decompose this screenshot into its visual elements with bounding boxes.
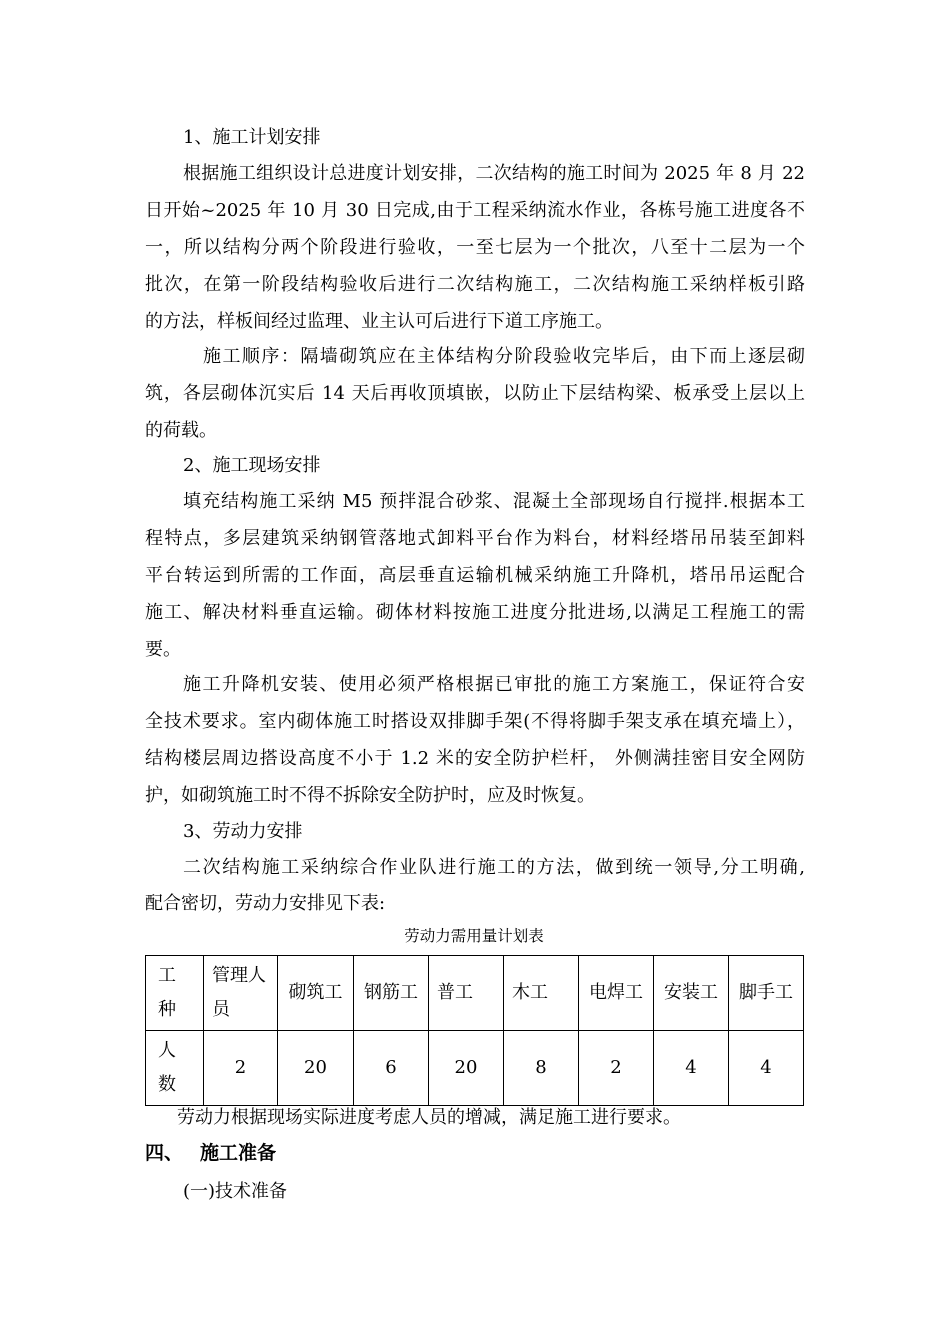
- table-cell: 2: [579, 1031, 654, 1106]
- paragraph-line: 施工升降机安装、使用必须严格根据已审批的施工方案施工，保证符合安: [183, 674, 805, 695]
- chapter-number: 四、: [145, 1142, 184, 1164]
- section-heading: 3、劳动力安排: [183, 821, 303, 842]
- paragraph-line: 平台转运到所需的工作面，高层垂直运输机械采纳施工升降机，塔吊吊运配合: [145, 565, 805, 586]
- table-header-cell: 钢筋工: [354, 956, 429, 1031]
- table-cell: 4: [729, 1031, 804, 1106]
- table-header-cell: 电焊工: [579, 956, 654, 1031]
- labor-table: [145, 955, 804, 1106]
- table-header-cell: 管理人 员: [204, 956, 278, 1031]
- paragraph-line: 护，如砌筑施工时不得不拆除安全防护时，应及时恢复。: [145, 785, 595, 806]
- paragraph-line: 二次结构施工采纳综合作业队进行施工的方法，做到统一领导,分工明确,: [183, 857, 805, 878]
- chapter-heading: [145, 1140, 276, 1166]
- table-header-cell: 脚手工: [729, 956, 804, 1031]
- table-cell: 20: [429, 1031, 504, 1106]
- table-row: [146, 956, 804, 1031]
- table-cell: 6: [354, 1031, 429, 1106]
- paragraph-line: 施工顺序：隔墙砌筑应在主体结构分阶段验收完毕后，由下而上逐层砌: [203, 346, 805, 367]
- paragraph-line: 程特点，多层建筑采纳钢管落地式卸料平台作为料台，材料经塔吊吊装至卸料: [145, 528, 805, 549]
- section-heading: 1、施工计划安排: [183, 127, 321, 148]
- table-header-cell: 砌筑工: [278, 956, 354, 1031]
- table-caption: 劳动力需用量计划表: [404, 927, 544, 945]
- paragraph-line: 批次，在第一阶段结构验收后进行二次结构施工，二次结构施工采纳样板引路: [145, 274, 805, 295]
- paragraph-line: 配合密切，劳动力安排见下表:: [145, 893, 386, 914]
- paragraph-line: 填充结构施工采纳 M5 预拌混合砂浆、混凝土全部现场自行搅拌.根据本工: [183, 491, 805, 512]
- paragraph-line: 要。: [145, 639, 181, 660]
- section-heading: 2、施工现场安排: [183, 455, 321, 476]
- paragraph-line: 施工、解决材料垂直运输。砌体材料按施工进度分批进场,以满足工程施工的需: [145, 602, 805, 623]
- paragraph-line: 的方法，样板间经过监理、业主认可后进行下道工序施工。: [145, 311, 613, 332]
- table-cell: 20: [278, 1031, 354, 1106]
- table-note: 劳动力根据现场实际进度考虑人员的增减，满足施工进行要求。: [177, 1107, 681, 1128]
- table-cell: 2: [204, 1031, 278, 1106]
- paragraph-line: 筑，各层砌体沉实后 14 天后再收顶填嵌，以防止下层结构梁、板承受上层以上: [145, 383, 805, 404]
- chapter-title: 施工准备: [200, 1142, 277, 1164]
- table-header-cell: 安装工: [654, 956, 729, 1031]
- table-header-cell: 人 数: [146, 1031, 204, 1106]
- subsection-heading: (一)技术准备: [183, 1181, 288, 1202]
- paragraph-line: 全技术要求。室内砌体施工时搭设双排脚手架(不得将脚手架支承在填充墙上），: [145, 711, 805, 732]
- paragraph-line: 结构楼层周边搭设高度不小于 1.2 米的安全防护栏杆， 外侧满挂密目安全网防: [145, 748, 805, 769]
- paragraph-line: 一，所以结构分两个阶段进行验收，一至七层为一个批次，八至十二层为一个: [145, 237, 805, 258]
- table-header-cell: 普工: [429, 956, 504, 1031]
- table-header-cell: 木工: [504, 956, 579, 1031]
- table-cell: 8: [504, 1031, 579, 1106]
- table-header-cell: 工 种: [146, 956, 204, 1031]
- paragraph-line: 的荷载。: [145, 420, 217, 441]
- paragraph-line: 根据施工组织设计总进度计划安排，二次结构的施工时间为 2025 年 8 月 22: [183, 163, 805, 184]
- table-cell: 4: [654, 1031, 729, 1106]
- table-row: [146, 1031, 804, 1106]
- paragraph-line: 日开始~2025 年 10 月 30 日完成,由于工程采纳流水作业，各栋号施工进度各不: [145, 200, 805, 221]
